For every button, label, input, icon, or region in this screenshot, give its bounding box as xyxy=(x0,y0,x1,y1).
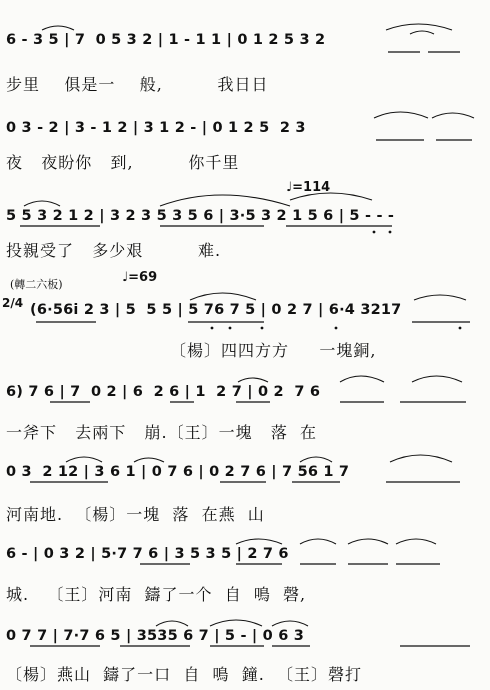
tempo-marking-114: ♩=114 xyxy=(286,180,331,195)
time-signature: 2/4 xyxy=(2,296,24,310)
notation-line-8: 0 7 7 | 7·7 6 5 | 3535 6 7 | 5 - | 0 6 3 xyxy=(6,628,305,644)
slur xyxy=(374,112,428,118)
lyrics-line-5: 一斧下 去兩下 崩.〔王〕一塊 落 在 xyxy=(6,423,318,442)
slur xyxy=(272,621,308,626)
lyrics-line-4: 〔楊〕四四方方 一塊銅, xyxy=(170,341,377,360)
notation-line-3: 5 5 3 2 1 2 | 3 2 3 5 3 5 6 | 3·5 3 2 1 5 6 | 5 - - - xyxy=(6,208,395,224)
section-label: (轉二六板) xyxy=(10,278,63,291)
slur xyxy=(348,539,388,544)
slur xyxy=(156,621,188,626)
notation-line-1: 6 - 3 5 | 7 0 5 3 2 | 1 - 1 1 | 0 1 2 5 3 2 xyxy=(6,32,326,48)
slur xyxy=(432,113,474,118)
lyrics-line-6: 河南地. 〔楊〕一塊 落 在燕 山 xyxy=(6,505,265,524)
slur xyxy=(414,295,466,300)
slur xyxy=(238,378,268,382)
slur xyxy=(390,455,452,462)
notation-line-2: 0 3 - 2 | 3 - 1 2 | 3 1 2 - | 0 1 2 5 2 3 xyxy=(6,120,306,136)
slur xyxy=(396,539,436,544)
notation-line-7: 6 - | 0 3 2 | 5·7 7 6 | 3 5 3 5 | 2 7 6 xyxy=(6,546,289,562)
slur xyxy=(412,376,462,382)
notation-line-4: (6·56i 2 3 | 5 5 5 | 5 76 7 5 | 0 2 7 | 6·4 3217 xyxy=(30,302,402,318)
slur xyxy=(340,376,384,382)
tempo-marking-69: ♩=69 xyxy=(122,270,158,285)
notation-line-6: 0 3 2 12 | 3 6 1 | 0 7 6 | 0 2 7 6 | 7 56 1 7 xyxy=(6,464,350,480)
notation-line-5: 6) 7 6 | 7 0 2 | 6 2 6 | 1 2 7 | 0 2 7 6 xyxy=(6,384,321,400)
lyrics-line-3: 投親受了 多少艰 难. xyxy=(6,241,222,260)
lyrics-line-8: 〔楊〕燕山 鑄了一口 自 鳴 鐘. 〔王〕磬打 xyxy=(6,665,362,684)
slur xyxy=(42,26,74,30)
slur xyxy=(386,24,452,30)
slur xyxy=(134,458,164,462)
slur xyxy=(236,539,282,544)
lyrics-line-7: 城. 〔王〕河南 鑄了一个 自 鳴 磬, xyxy=(6,585,307,604)
slur xyxy=(160,195,290,206)
slur xyxy=(24,201,60,206)
slur xyxy=(66,457,102,462)
slur xyxy=(300,539,336,544)
slur xyxy=(210,620,262,626)
lyrics-line-2: 夜 夜盼你 到, 你千里 xyxy=(6,153,240,172)
slur xyxy=(190,293,256,300)
lyrics-line-1: 步里 俱是一 般, 我日日 xyxy=(6,75,269,94)
slur xyxy=(300,457,332,462)
